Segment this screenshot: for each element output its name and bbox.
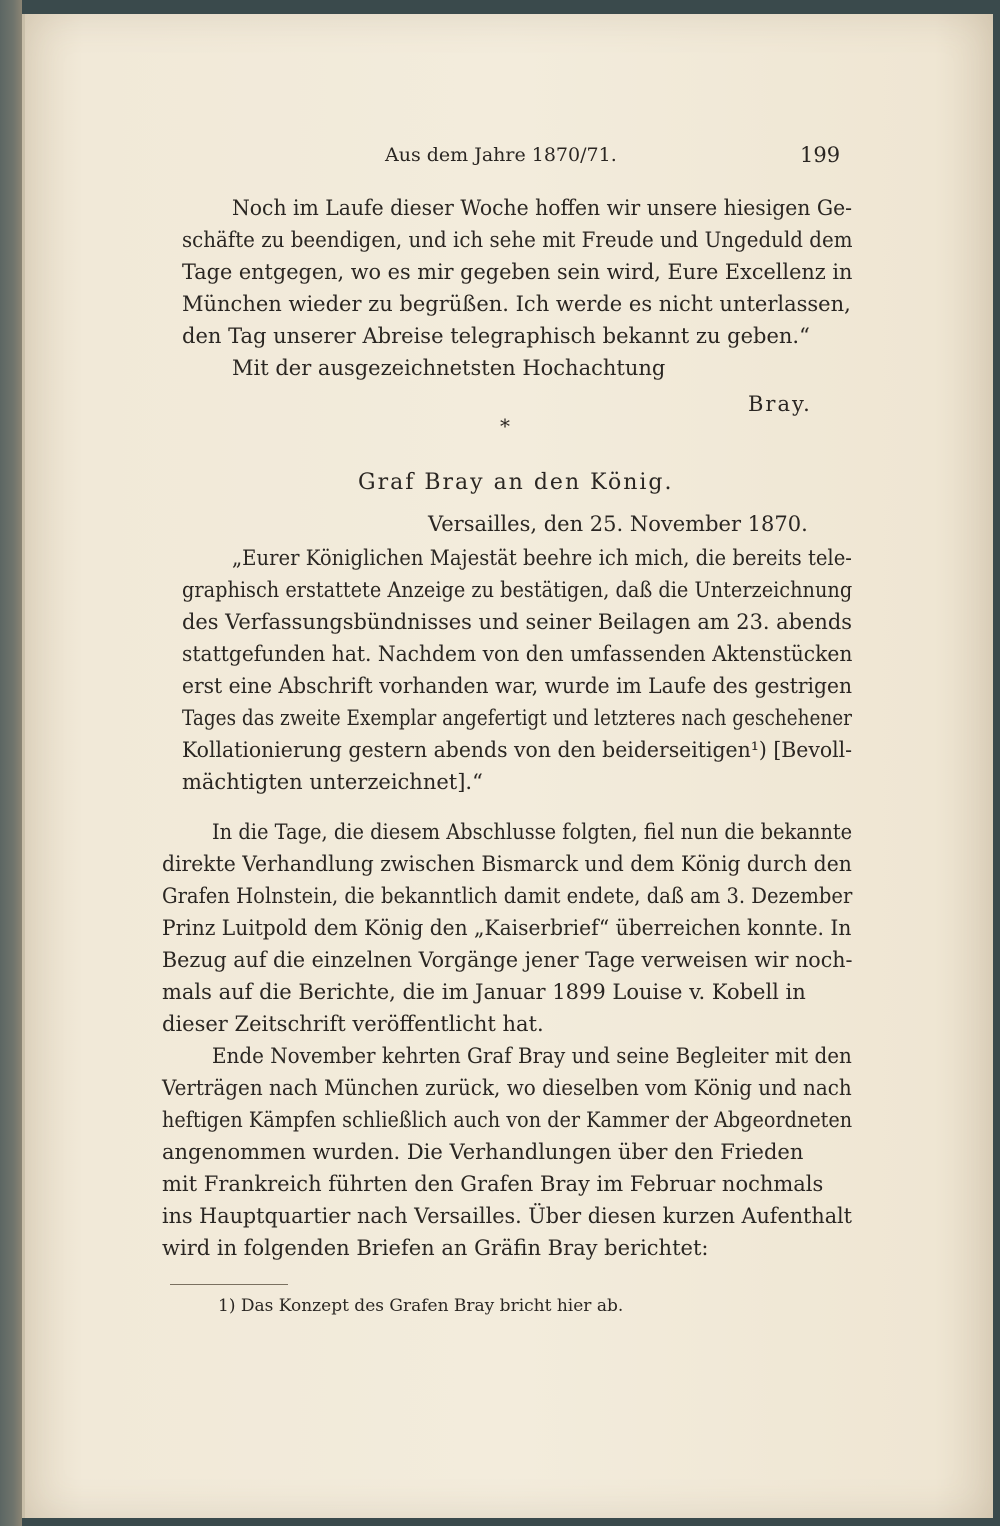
letter1-line: München wieder zu begrüßen. Ich werde es nicht unterlassen, [182, 292, 851, 316]
letter2-line: graphisch erstattete Anzeige zu bestätigen, daß die Unterzeichnung [182, 578, 853, 602]
letter2-line: mächtigten unterzeichnet].“ [182, 770, 483, 794]
letter2-dateline: Versailles, den 25. November 1870. [428, 512, 808, 536]
letter1-line: Tage entgegen, wo es mir gegeben sein wird, Eure Excellenz in [182, 260, 853, 284]
letter1-signature: Bray. [748, 392, 812, 416]
paragraph2-line: angenommen wurden. Die Verhandlungen über den Frieden [162, 1140, 804, 1164]
letter2-line: „Eurer Königlichen Majestät beehre ich mich, die bereits tele- [232, 546, 852, 570]
letter1-closing: Mit der ausgezeichnetsten Hochachtung [232, 356, 666, 380]
letter2-heading: Graf Bray an den König. [358, 470, 674, 495]
paragraph1-line: In die Tage, die diesem Abschlusse folgten, fiel nun die bekannte [212, 820, 853, 844]
footnote: 1) Das Konzept des Grafen Bray bricht hier ab. [218, 1296, 624, 1316]
letter2-line: des Verfassungsbündnisses und seiner Beilagen am 23. abends [182, 610, 853, 634]
paragraph1-line: direkte Verhandlung zwischen Bismarck und dem König durch den [162, 852, 852, 876]
letter1-line: Noch im Laufe dieser Woche hoffen wir unsere hiesigen Ge- [232, 196, 853, 220]
footnote-rule [170, 1284, 288, 1285]
paragraph1-line: dieser Zeitschrift veröffentlicht hat. [162, 1012, 544, 1036]
paragraph2-line: ins Hauptquartier nach Versailles. Über diesen kurzen Aufenthalt [162, 1204, 852, 1228]
paragraph2-line: Verträgen nach München zurück, wo dieselben vom König und nach [162, 1076, 852, 1100]
book-gutter [0, 0, 22, 1526]
letter2-line: Kollationierung gestern abends von den beiderseitigen¹) [Bevoll- [182, 738, 853, 762]
paragraph2-line: wird in folgenden Briefen an Gräfin Bray berichtet: [162, 1236, 709, 1260]
paragraph1-line: Grafen Holnstein, die bekanntlich damit endete, daß am 3. Dezember [162, 884, 853, 908]
paragraph2-line: Ende November kehrten Graf Bray und seine Begleiter mit den [212, 1044, 852, 1068]
paragraph1-line: Bezug auf die einzelnen Vorgänge jener Tage verweisen wir noch- [162, 948, 853, 972]
letter1-line: den Tag unserer Abreise telegraphisch bekannt zu geben.“ [182, 324, 810, 348]
paragraph1-line: Prinz Luitpold dem König den „Kaiserbrief“ überreichen konnte. In [162, 916, 852, 940]
paragraph2-line: mit Frankreich führten den Grafen Bray im Februar nochmals [162, 1172, 824, 1196]
letter2-line: Tages das zweite Exemplar angefertigt und letzteres nach geschehener [182, 706, 852, 730]
page-number: 199 [800, 143, 841, 167]
letter1-line: schäfte zu beendigen, und ich sehe mit Freude und Ungeduld dem [182, 228, 853, 252]
running-header: Aus dem Jahre 1870/71. [385, 144, 617, 166]
section-separator: * [500, 414, 510, 438]
letter2-line: stattgefunden hat. Nachdem von den umfassenden Aktenstücken [182, 642, 853, 666]
paragraph1-line: mals auf die Berichte, die im Januar 1899 Louise v. Kobell in [162, 980, 806, 1004]
letter2-line: erst eine Abschrift vorhanden war, wurde im Laufe des gestrigen [182, 674, 853, 698]
paragraph2-line: heftigen Kämpfen schließlich auch von der Kammer der Abgeordneten [162, 1108, 853, 1132]
